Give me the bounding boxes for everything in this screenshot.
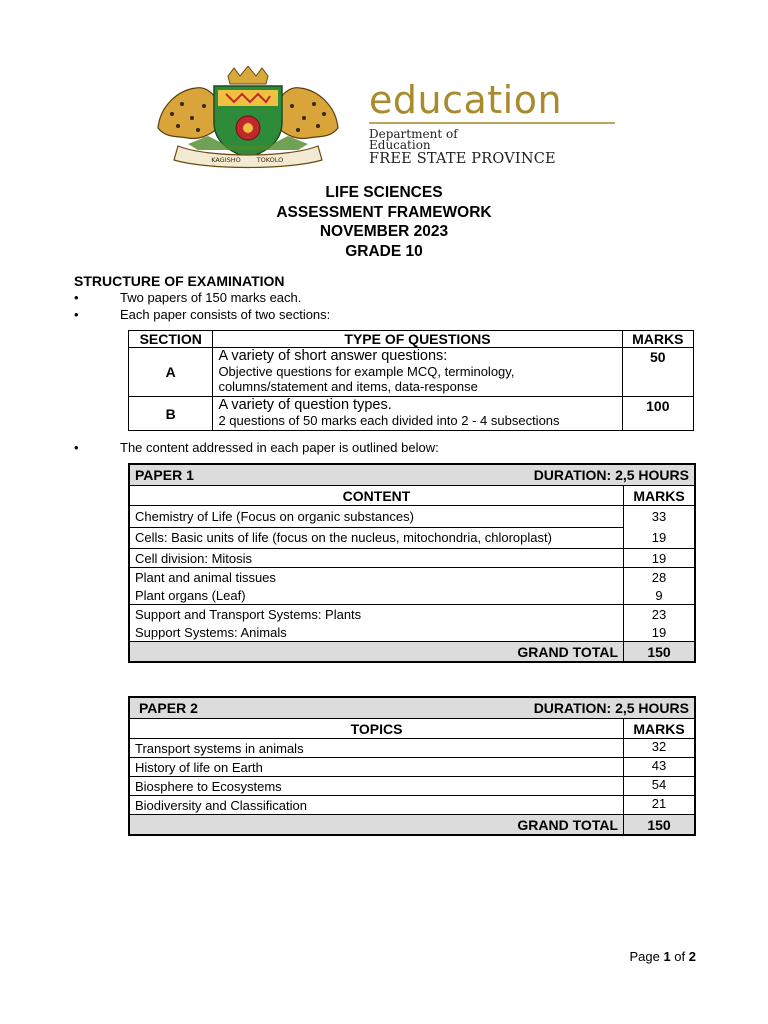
paper-2-table <box>128 696 696 836</box>
motto-right-text: TOKOLO <box>256 156 284 164</box>
bullet-icon: • <box>74 290 79 305</box>
paper-duration: DURATION: 2,5 HOURS <box>533 467 689 483</box>
brand-wordmark: education <box>369 78 563 122</box>
column-header: MARKS <box>622 331 693 348</box>
question-type-detail: Objective questions for example MCQ, terminology, columns/statement and items, data-response <box>218 364 515 394</box>
bullet-icon: • <box>74 440 79 455</box>
table-row <box>129 397 694 431</box>
grand-total-label: GRAND TOTAL <box>129 642 624 663</box>
paper-name: PAPER 2 <box>139 700 198 716</box>
content-cell: Chemistry of Life (Focus on organic substances) <box>129 506 624 528</box>
content-cell: Biodiversity and Classification <box>129 796 624 815</box>
grand-total-row <box>129 815 695 836</box>
grand-total-label: GRAND TOTAL <box>129 815 624 836</box>
section-cell: B <box>129 397 213 431</box>
brand-line-3: FREE STATE PROVINCE <box>369 151 556 167</box>
question-type-cell <box>213 348 622 397</box>
table-row <box>129 777 695 796</box>
paper-header-row <box>129 464 695 486</box>
column-header: MARKS <box>624 486 696 506</box>
column-header: TOPICS <box>129 719 624 739</box>
title-line-2: ASSESSMENT FRAMEWORK <box>276 203 492 221</box>
question-type-title: A variety of question types. <box>218 397 392 413</box>
question-type-title: A variety of short answer questions: <box>218 348 448 364</box>
column-header-row <box>129 719 695 739</box>
table-row <box>129 549 695 568</box>
table-header-row <box>129 331 694 348</box>
content-cell: Plant organs (Leaf) <box>129 586 624 605</box>
grand-total-value: 150 <box>624 815 696 836</box>
table-row <box>129 527 695 549</box>
marks-cell <box>624 506 696 549</box>
marks-cell: 9 <box>624 586 696 605</box>
page-footer <box>629 949 696 964</box>
paper-name: PAPER 1 <box>135 467 194 483</box>
marks-cell: 54 <box>624 777 696 796</box>
bullet-text: The content addressed in each paper is outlined below: <box>120 440 439 455</box>
table-row <box>129 796 695 815</box>
content-cell: History of life on Earth <box>129 758 624 777</box>
marks-cell: 43 <box>624 758 696 777</box>
grand-total-value: 150 <box>624 642 696 663</box>
content-cell: Biosphere to Ecosystems <box>129 777 624 796</box>
title-line-4: GRADE 10 <box>345 242 423 260</box>
content-cell: Transport systems in animals <box>129 739 624 758</box>
table-row <box>129 348 694 397</box>
marks-cell: 19 <box>624 623 696 642</box>
table-row <box>129 506 695 528</box>
paper-1-table <box>128 463 696 663</box>
brand-rule <box>369 122 615 124</box>
brand-line-2: Education <box>369 138 431 152</box>
structure-heading: STRUCTURE OF EXAMINATION <box>74 273 285 289</box>
question-type-detail: 2 questions of 50 marks each divided into 2 - 4 subsections <box>218 413 560 428</box>
table-row <box>129 586 695 605</box>
content-cell: Support and Transport Systems: Plants <box>129 605 624 624</box>
grand-total-row <box>129 642 695 663</box>
brand-line-1: Department of <box>369 127 458 141</box>
bullet-text: Each paper consists of two sections: <box>120 307 331 322</box>
title-line-1: LIFE SCIENCES <box>325 184 443 201</box>
department-brand <box>369 80 619 167</box>
table-row <box>129 758 695 777</box>
table-row <box>129 623 695 642</box>
content-cell: Plant and animal tissues <box>129 568 624 587</box>
coat-of-arms-logo <box>148 66 348 170</box>
paper-header-row <box>129 697 695 719</box>
marks-value: 19 <box>651 530 667 545</box>
marks-cell: 23 <box>624 605 696 624</box>
marks-cell: 100 <box>622 397 693 431</box>
marks-cell: 21 <box>624 796 696 815</box>
column-header-row <box>129 486 695 506</box>
marks-cell: 50 <box>622 348 693 397</box>
section-cell: A <box>129 348 213 397</box>
page-total: 2 <box>688 949 696 964</box>
page-number: 1 <box>663 949 671 964</box>
motto-left-text: KAGISHO <box>211 156 241 164</box>
document-title <box>0 183 768 261</box>
marks-cell: 32 <box>624 739 696 758</box>
column-header: SECTION <box>129 331 213 348</box>
sections-table <box>128 330 694 431</box>
marks-value: 33 <box>651 509 667 524</box>
table-row <box>129 739 695 758</box>
marks-cell: 19 <box>624 549 696 568</box>
content-cell: Cells: Basic units of life (focus on the nucleus, mitochondria, chloroplast) <box>129 527 624 549</box>
table-row <box>129 568 695 587</box>
question-type-cell <box>213 397 622 431</box>
content-cell: Support Systems: Animals <box>129 623 624 642</box>
paper-duration: DURATION: 2,5 HOURS <box>533 700 689 716</box>
bullet-icon: • <box>74 307 79 322</box>
column-header: CONTENT <box>129 486 624 506</box>
bullet-text: Two papers of 150 marks each. <box>120 290 302 305</box>
table-row <box>129 605 695 624</box>
column-header: TYPE OF QUESTIONS <box>213 331 622 348</box>
marks-cell: 28 <box>624 568 696 587</box>
title-line-3: NOVEMBER 2023 <box>319 223 449 240</box>
page-word: Page <box>629 949 660 964</box>
of-word: of <box>674 949 686 964</box>
content-cell: Cell division: Mitosis <box>129 549 624 568</box>
column-header: MARKS <box>624 719 696 739</box>
